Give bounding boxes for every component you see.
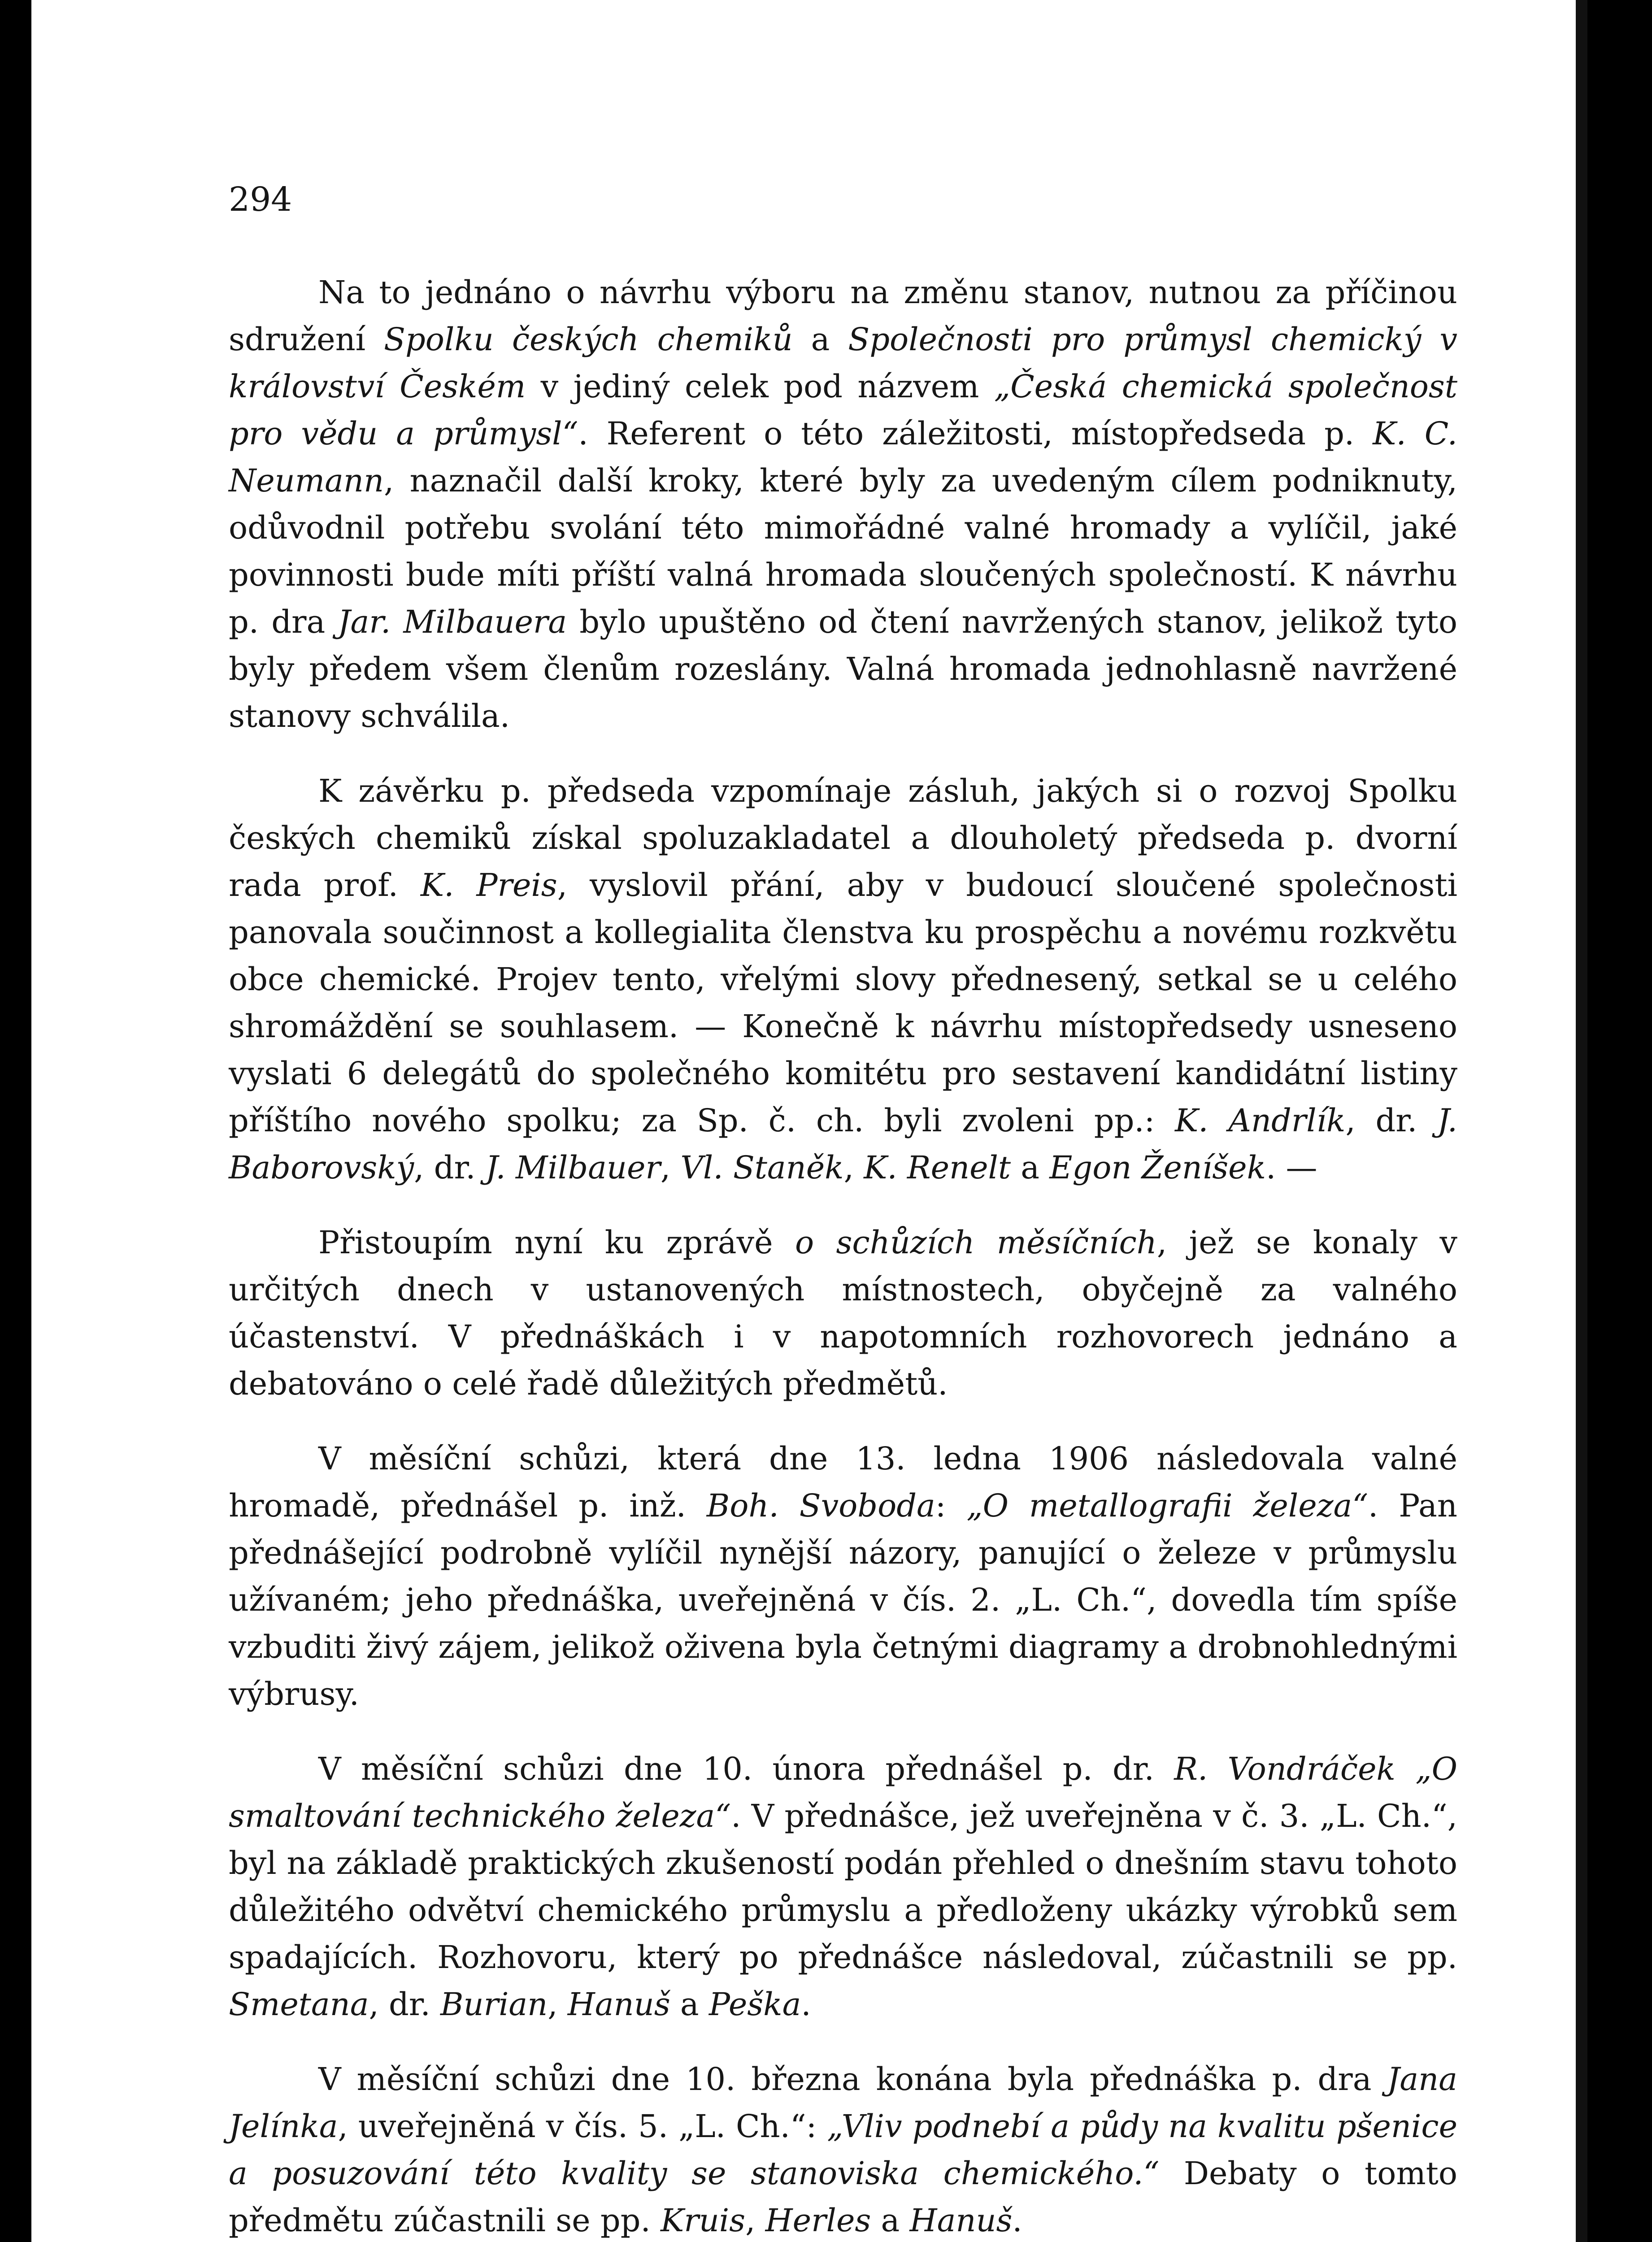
italic-span: K. Andrlík <box>1175 1102 1346 1139</box>
italic-span: R. Vondráček <box>1174 1751 1396 1787</box>
italic-span: J. Milbauer <box>485 1149 661 1186</box>
italic-span: Egon Ženíšek <box>1049 1149 1266 1186</box>
italic-span: K. Preis <box>420 867 557 904</box>
page-content <box>229 179 1457 2242</box>
italic-span: K. Renelt <box>864 1149 1011 1186</box>
italic-span: Společnosti pro průmysl chemický v království Českém <box>229 321 1458 405</box>
paragraph-closing-remarks: K závěrku p. předseda vzpomínaje zásluh, jakých si o rozvoj Spolku českých chemiků získal spoluzakladatel a dlouholetý předseda p. dvorní rada prof. K. Preis, vyslovil přání, aby v budoucí sloučené společnosti panovala součinnost a kollegialita členstva ku prospěchu a novému rozkvětu obce chemické. Projev tento, vřelými slovy přednesený, setkal se u celého shromáždění se souhlasem. — Konečně k návrhu místopředsedy usneseno vyslati 6 delegátů do společného komitétu pro sestavení kandidátní listiny příštího nového spolku; za Sp. č. ch. byli zvoleni pp.: K. Andrlík, dr. J. Baborovský, dr. J. Milbauer, Vl. Staněk, K. Renelt a Egon Ženíšek. — <box>229 773 1457 1186</box>
italic-span: J. Baborovský <box>229 1102 1457 1186</box>
italic-span: „Vliv podnebí a půdy na kvalitu pšenice a posuzování této kvality se stanoviska chemického.“ <box>229 2108 1457 2192</box>
italic-span: Spolku českých chemiků <box>384 321 793 358</box>
italic-span: Peška <box>709 1986 801 2023</box>
paragraph-january-meeting: V měsíční schůzi, která dne 13. ledna 1906 následovala valné hromadě, přednášel p. inž. Boh. Svoboda: „O metallografii železa“. Pan přednášející podrobně vylíčil nynější názory, panující o železe v průmyslu užívaném; jeho přednáška, uveřejněná v čís. 2. „L. Ch.“, dovedla tím spíše vzbuditi živý zájem, jelikož oživena byla četnými diagramy a drobnohlednými výbrusy. <box>229 1440 1457 1712</box>
italic-span: Boh. Svoboda <box>706 1487 935 1524</box>
italic-span: „O smaltování technického železa“ <box>229 1751 1457 1834</box>
italic-span: o schůzích měsíčních <box>795 1224 1157 1261</box>
paragraph-february-meeting: V měsíční schůzi dne 10. února přednášel p. dr. R. Vondráček „O smaltování technického železa“. V přednášce, jež uveřejněna v č. 3. „L. Ch.“, byl na základě praktických zkušeností podán přehled o dnešním stavu tohoto důležitého odvětví chemického průmyslu a předloženy ukázky výrobků sem spadajících. Rozhovoru, který po přednášce následoval, zúčastnili se pp. Smetana, dr. Burian, Hanuš a Peška. <box>229 1751 1457 2023</box>
paragraph-statutes: Na to jednáno o návrhu výboru na změnu stanov, nutnou za příčinou sdružení Spolku českých chemiků a Společnosti pro průmysl chemický v království Českém v jediný celek pod názvem „Česká chemická společnost pro vědu a průmysl“. Referent o této záležitosti, místopředseda p. K. C. Neumann, naznačil další kroky, které byly za uvedeným cílem podniknuty, odůvodnil potřebu svolání této mimořádné valné hromady a vylíčil, jaké povinnosti bude míti příští valná hromada sloučených společností. K návrhu p. dra Jar. Milbauera bylo upuštěno od čtení navržených stanov, jelikož tyto byly předem všem členům rozeslány. Valná hromada jednohlasně navržené stanovy schválila. <box>229 274 1458 734</box>
italic-span: Burian <box>440 1986 548 2023</box>
italic-span: Jar. Milbauera <box>338 604 567 640</box>
italic-span: Hanuš <box>567 1986 670 2023</box>
italic-span: „O metallografii železa“ <box>966 1487 1369 1524</box>
italic-span: Jana Jelínka <box>229 2061 1457 2145</box>
italic-span: Kruis <box>660 2202 746 2239</box>
italic-span: „Česká chemická společnost pro vědu a průmysl“ <box>229 368 1457 452</box>
page-edge-shadow <box>1576 0 1587 2242</box>
paragraph-monthly-meetings: Přistoupím nyní ku zprávě o schůzích měsíčních, jež se konaly v určitých dnech v ustanovených místnostech, obyčejně za valného účastenství. V přednáškách i v napotomních rozhovorech jednáno a debatováno o celé řadě důležitých předmětů. <box>229 1224 1457 1402</box>
page-number: 294 <box>229 180 292 219</box>
italic-span: K. C. Neumann <box>229 415 1458 499</box>
italic-span: Vl. Staněk <box>680 1149 844 1186</box>
italic-span: Smetana <box>229 1986 369 2023</box>
paragraph-march-meeting: V měsíční schůzi dne 10. března konána byla přednáška p. dra Jana Jelínka, uveřejněná v čís. 5. „L. Ch.“: „Vliv podnebí a půdy na kvalitu pšenice a posuzování této kvality se stanoviska chemického.“ Debaty o tomto předmětu zúčastnili se pp. Kruis, Herles a Hanuš. <box>229 2061 1457 2239</box>
italic-span: Hanuš <box>909 2202 1013 2239</box>
document-page <box>31 0 1587 2242</box>
italic-span: Herles <box>765 2202 871 2239</box>
